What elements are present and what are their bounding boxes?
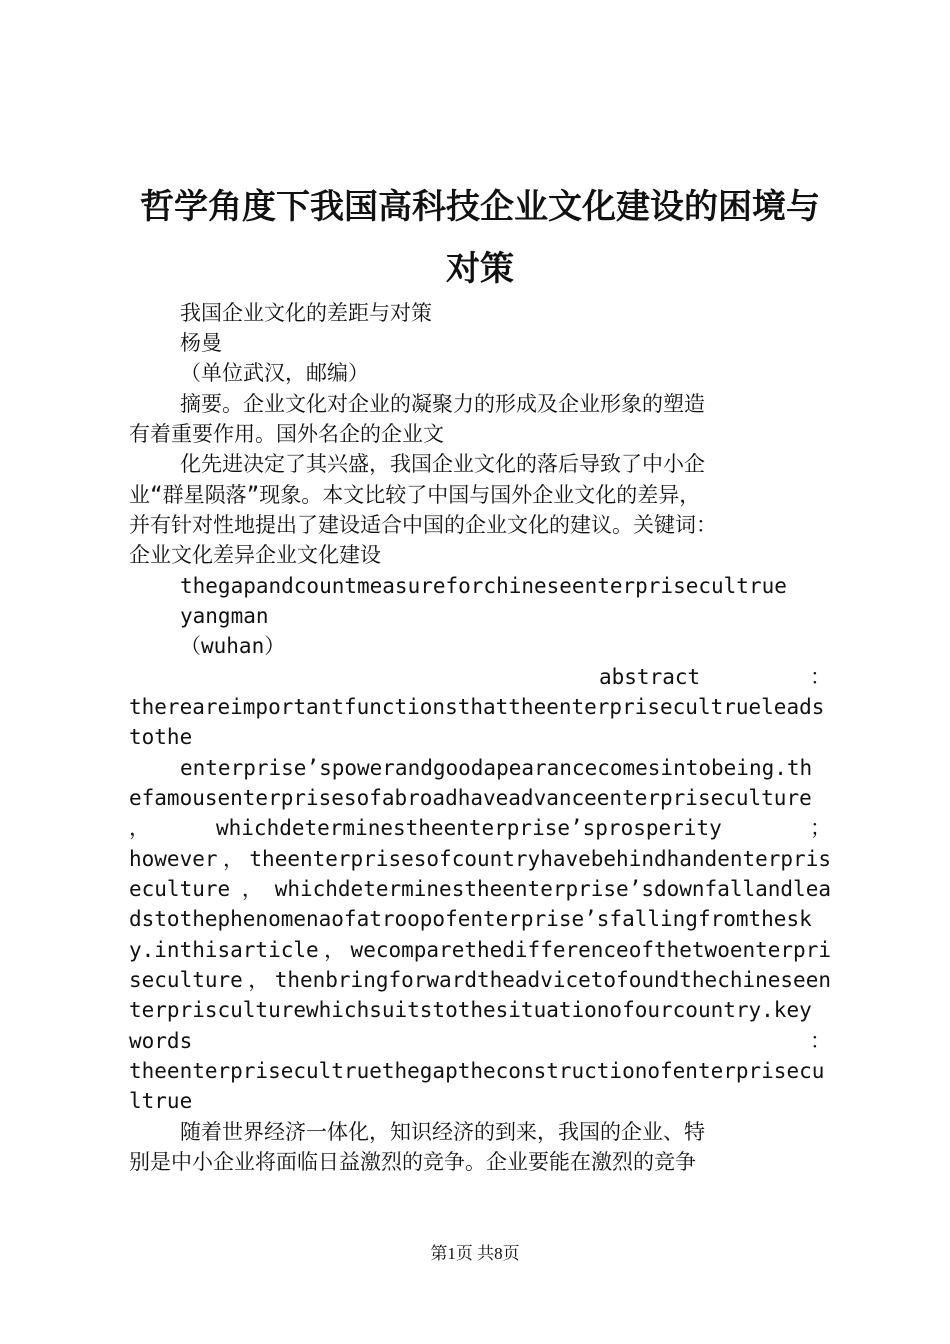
abstract-label: abstract (599, 665, 701, 689)
english-abstract-comma: ， (129, 816, 150, 840)
english-abstract-line: efamousenterprisesofabroadhaveadvanceenterpriseculture (129, 786, 812, 810)
abstract-line: 并有针对性地提出了建设适合中国的企业文化的建议。关键词： (129, 513, 717, 537)
english-keywords-line: ltrue (129, 1089, 193, 1113)
english-abstract-line: thereareimportantfunctionsthattheenterprisecultrueleads (129, 695, 825, 719)
english-abstract-line: terprisculturewhichsuitstothesituationofourcountry.key (129, 998, 812, 1022)
affiliation: （单位武汉，邮编） (180, 361, 369, 385)
keywords-label: words (129, 1029, 193, 1053)
english-abstract-line: enterprise’spowerandgoodapearancecomesintobeing.th (180, 756, 813, 780)
document-title-line-2: 对策 (446, 249, 514, 289)
english-title: thegapandcountmeasureforchineseenterprisecultrue (180, 574, 787, 598)
english-keywords-line: theenterprisecultruethegaptheconstructionofenterprisecu (129, 1059, 825, 1083)
english-abstract-line: y.inthisarticle，wecomparethedifferenceofthetwoenterpri (129, 938, 831, 962)
english-affiliation: （wuhan） (180, 634, 286, 658)
abstract-colon: ： (810, 665, 831, 689)
subtitle: 我国企业文化的差距与对策 (180, 301, 432, 325)
abstract-line: 化先进决定了其兴盛，我国企业文化的落后导致了中小企 (180, 452, 705, 476)
document-title-line-1: 哲学角度下我国高科技企业文化建设的困境与 (140, 187, 820, 227)
english-abstract-line: however，theenterprisesofcountryhavebehindhandenterpris (129, 847, 831, 871)
english-abstract-line: seculture，thenbringforwardtheadvicetofoundthechineseen (129, 968, 831, 992)
english-author: yangman (180, 604, 269, 628)
body-paragraph-line: 随着世界经济一体化，知识经济的到来，我国的企业、特 (180, 1120, 705, 1144)
english-abstract-semicolon: ； (810, 816, 831, 840)
abstract-line: 摘要。企业文化对企业的凝聚力的形成及企业形象的塑造 (180, 392, 705, 416)
english-abstract-line: dstothephenomenaofatroopofenterprise’sfallingfromthesk (129, 907, 812, 931)
abstract-line: 有着重要作用。国外名企的企业文 (129, 422, 444, 446)
keywords-colon: ： (810, 1029, 831, 1053)
page-number: 第1页 共8页 (430, 1244, 520, 1263)
english-abstract-line: whichdeterminestheenterprise’sprosperity (216, 816, 722, 840)
body-paragraph-line: 别是中小企业将面临日益激烈的竞争。企业要能在激烈的竞争 (129, 1150, 696, 1174)
english-abstract-line: tothe (129, 725, 193, 749)
abstract-line: 业“群星陨落”现象。本文比较了中国与国外企业文化的差异， (129, 483, 701, 507)
english-abstract-line: eculture，whichdeterminestheenterprise’sdownfallandlea (129, 877, 831, 901)
author: 杨曼 (180, 331, 222, 355)
keywords-line: 企业文化差异企业文化建设 (129, 543, 381, 567)
